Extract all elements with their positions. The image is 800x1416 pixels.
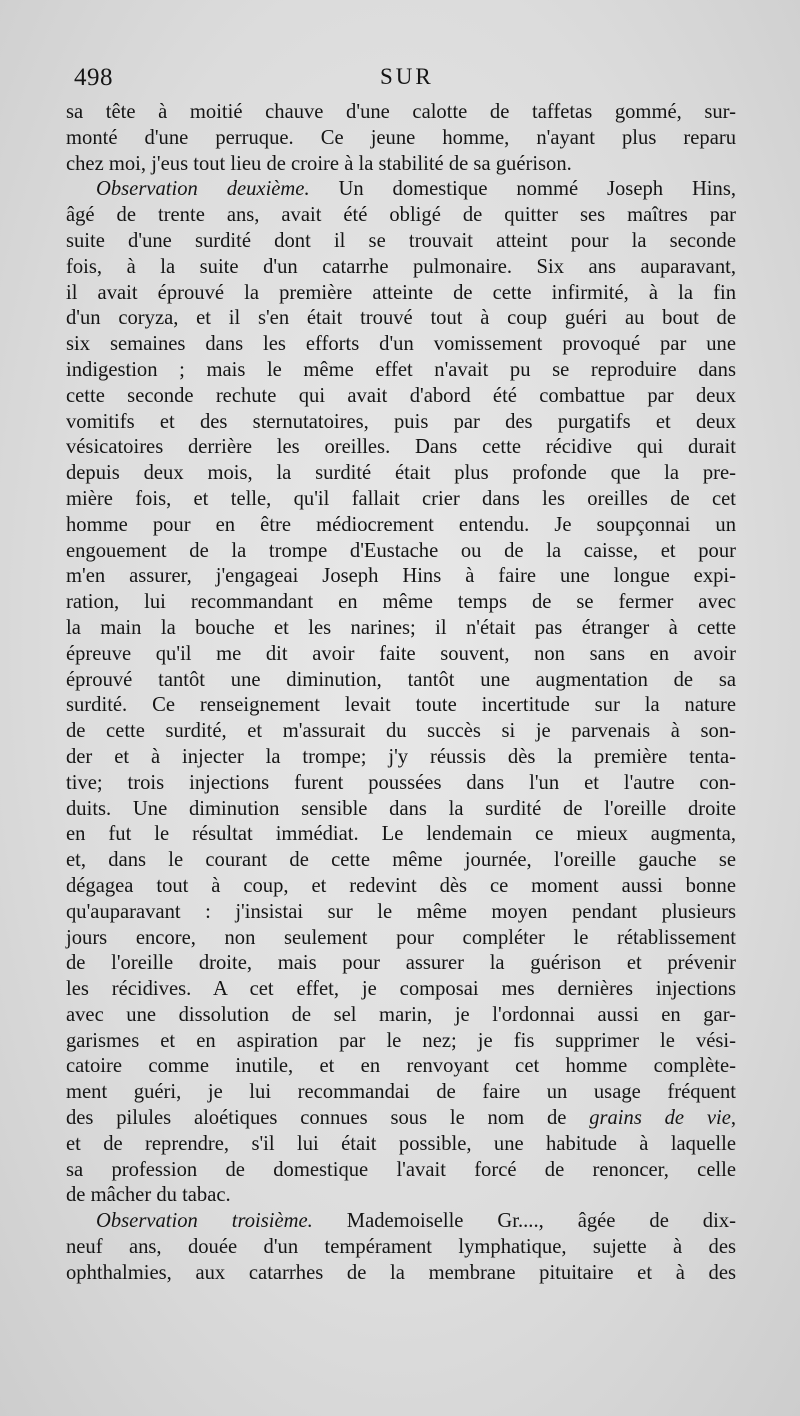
text-line: indigestion ; mais le même effet n'avait pu se reproduire dans bbox=[66, 358, 736, 381]
observation-two-heading-line bbox=[66, 177, 736, 203]
text-fragment: Un domestique nommé Joseph Hins, bbox=[309, 178, 736, 201]
observation-three-heading-line bbox=[66, 1209, 736, 1235]
text-line: ment guéri, je lui recommandai de faire un usage fréquent bbox=[66, 1081, 736, 1104]
italic-term: grains de vie bbox=[589, 1107, 731, 1130]
text-fragment: Mademoiselle Gr...., âgée de dix- bbox=[312, 1210, 736, 1233]
text-line: les récidives. A cet effet, je composai mes dernières injections bbox=[66, 978, 736, 1001]
text-line: épreuve qu'il me dit avoir faite souvent, non sans en avoir bbox=[66, 642, 736, 665]
text-line: neuf ans, douée d'un tempérament lymphatique, sujette à des bbox=[66, 1236, 736, 1259]
text-line: et, dans le courant de cette même journée, l'oreille gauche se bbox=[66, 849, 736, 872]
text-line: sa tête à moitié chauve d'une calotte de taffetas gommé, sur- bbox=[66, 101, 736, 123]
text-line: m'en assurer, j'engageai Joseph Hins à faire une longue expi- bbox=[66, 565, 736, 588]
body-text bbox=[66, 100, 736, 1287]
text-line: d'un coryza, et il s'en était trouvé tout à coup guéri au bout de bbox=[66, 307, 736, 330]
text-line: qu'auparavant : j'insistai sur le même moyen pendant plusieurs bbox=[66, 900, 736, 923]
text-line: âgé de trente ans, avait été obligé de quitter ses maîtres par bbox=[66, 204, 736, 227]
text-line: chez moi, j'eus tout lieu de croire à la stabilité de sa guérison. bbox=[66, 152, 572, 175]
text-line: et de reprendre, s'il lui était possible, une habitude à laquelle bbox=[66, 1132, 736, 1155]
text-line: homme pour en être médiocrement entendu. Je soupçonnai un bbox=[66, 513, 736, 536]
text-line: dégagea tout à coup, et redevint dès ce moment aussi bonne bbox=[66, 874, 736, 897]
text-line: ration, lui recommandant en même temps de se fermer avec bbox=[66, 591, 736, 614]
text-line: de l'oreille droite, mais pour assurer la guérison et prévenir bbox=[66, 952, 736, 975]
text-line: en fut le résultat immédiat. Le lendemain ce mieux augmenta, bbox=[66, 823, 736, 846]
text-line: engouement de la trompe d'Eustache ou de la caisse, et pour bbox=[66, 539, 736, 562]
text-line: fois, à la suite d'un catarrhe pulmonaire. Six ans auparavant, bbox=[66, 255, 736, 278]
page-header bbox=[74, 64, 734, 98]
text-fragment: des pilules aloétiques connues sous le nom de bbox=[66, 1107, 590, 1130]
text-line: six semaines dans les efforts d'un vomissement provoqué par une bbox=[66, 333, 736, 356]
text-line: de mâcher du tabac. bbox=[66, 1184, 231, 1207]
observation-three-label: Observation troisième. bbox=[96, 1210, 313, 1233]
text-line: surdité. Ce renseignement levait toute incertitude sur la nature bbox=[66, 694, 736, 717]
text-line: la main la bouche et les narines; il n'était pas étranger à cette bbox=[66, 616, 736, 639]
text-line: vésicatoires derrière les oreilles. Dans cette récidive qui durait bbox=[66, 436, 736, 459]
grains-de-vie-line bbox=[66, 1106, 736, 1132]
text-line: cette seconde rechute qui avait d'abord été combattue par deux bbox=[66, 384, 736, 407]
text-line: il avait éprouvé la première atteinte de cette infirmité, à la fin bbox=[66, 281, 736, 304]
text-line: ophthalmies, aux catarrhes de la membrane pituitaire et à des bbox=[66, 1261, 736, 1284]
text-line: vomitifs et des sternutatoires, puis par des purgatifs et deux bbox=[66, 410, 736, 433]
text-line: tive; trois injections furent poussées dans l'un et l'autre con- bbox=[66, 771, 736, 794]
text-line: avec une dissolution de sel marin, je l'ordonnai aussi en gar- bbox=[66, 1003, 736, 1026]
text-line: sa profession de domestique l'avait forcé de renoncer, celle bbox=[66, 1158, 736, 1181]
text-line: garismes et en aspiration par le nez; je fis supprimer le vési- bbox=[66, 1029, 736, 1052]
text-line: de cette surdité, et m'assurait du succès si je parvenais à son- bbox=[66, 720, 736, 743]
text-line: jours encore, non seulement pour compléter le rétablissement bbox=[66, 926, 736, 949]
text-line: depuis deux mois, la surdité était plus profonde que la pre- bbox=[66, 462, 736, 485]
observation-two-label: Observation deuxième. bbox=[96, 178, 310, 201]
text-line: éprouvé tantôt une diminution, tantôt une augmentation de sa bbox=[66, 668, 736, 691]
text-line: suite d'une surdité dont il se trouvait atteint pour la seconde bbox=[66, 229, 736, 252]
text-line: duits. Une diminution sensible dans la surdité de l'oreille droite bbox=[66, 797, 736, 820]
page-number: 498 bbox=[74, 64, 113, 91]
text-line: catoire comme inutile, et en renvoyant cet homme complète- bbox=[66, 1055, 736, 1078]
text-line: mière fois, et telle, qu'il fallait crier dans les oreilles de cet bbox=[66, 487, 736, 510]
running-head: SUR bbox=[380, 64, 434, 89]
text-line: der et à injecter la trompe; j'y réussis dès la première tenta- bbox=[66, 745, 736, 768]
text-line: monté d'une perruque. Ce jeune homme, n'ayant plus reparu bbox=[66, 126, 736, 149]
text-fragment: , bbox=[730, 1107, 736, 1130]
